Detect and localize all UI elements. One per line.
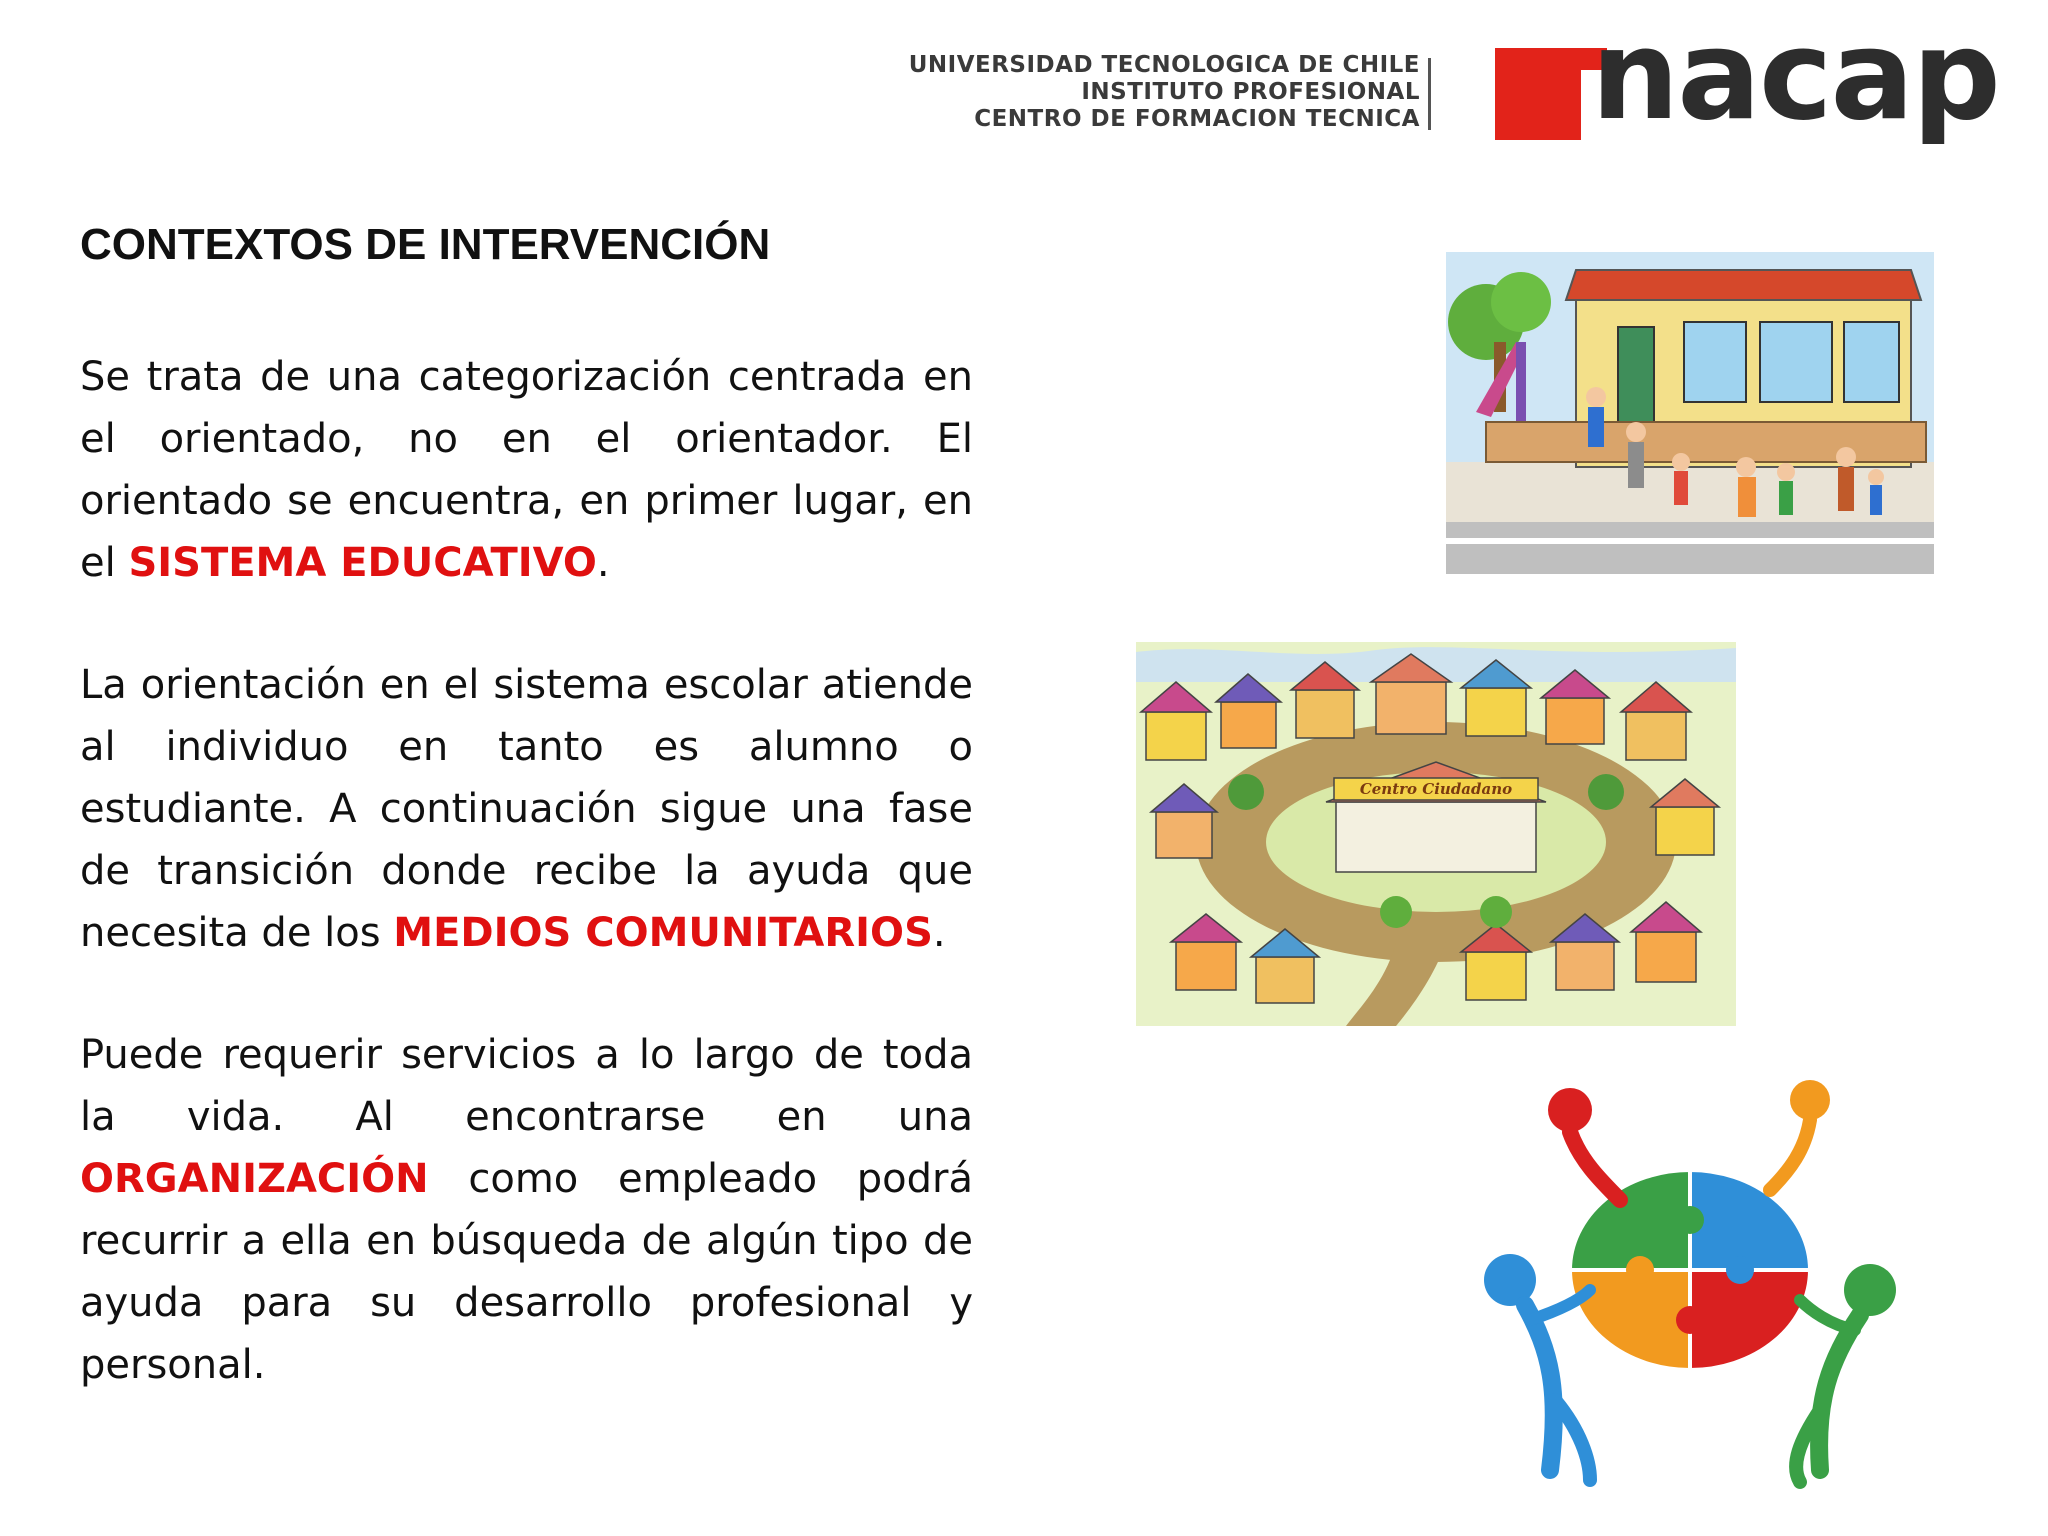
paragraph-text: Puede requerir servicios a lo largo de toda la vida. Al encontrarse en una (80, 1032, 973, 1140)
school-illustration (1446, 252, 1934, 574)
highlight-term: MEDIOS COMUNITARIOS (393, 910, 933, 956)
paragraph-educational-system (80, 346, 973, 594)
institution-line-2: INSTITUTO PROFESIONAL (1081, 79, 1420, 105)
paragraph-text: Se trata de una categorización centrada en el orientado, no en el orientador. El orientado se encuentra, en primer lugar, en el (80, 354, 973, 586)
puzzle-teamwork-illustration (1470, 1070, 1910, 1490)
header-divider (1428, 58, 1431, 130)
institution-text (780, 52, 1420, 133)
inacap-logo (1495, 4, 2035, 160)
paragraph-text: La orientación en el sistema escolar atiende al individuo en tanto es alumno o estudiante. A continuación sigue una fase de transición donde recibe la ayuda que necesita de los (80, 662, 973, 956)
logo-wordmark: nacap (1591, 4, 1999, 148)
paragraph-community (80, 654, 973, 964)
institution-line-1: UNIVERSIDAD TECNOLOGICA DE CHILE (908, 52, 1420, 78)
town-sign: Centro Ciudadano (1359, 780, 1513, 798)
highlight-term: SISTEMA EDUCATIVO (128, 540, 597, 586)
highlight-term: ORGANIZACIÓN (80, 1156, 429, 1202)
slide-title: CONTEXTOS DE INTERVENCIÓN (80, 220, 771, 269)
paragraph-text: . (596, 540, 610, 586)
institution-line-3: CENTRO DE FORMACION TECNICA (974, 106, 1420, 132)
paragraph-organization (80, 1024, 973, 1396)
paragraph-text: como empleado podrá recurrir a ella en búsqueda de algún tipo de ayuda para su desarrollo profesional y personal. (80, 1156, 973, 1388)
paragraph-text: . (932, 910, 946, 956)
town-illustration (1136, 642, 1736, 1026)
